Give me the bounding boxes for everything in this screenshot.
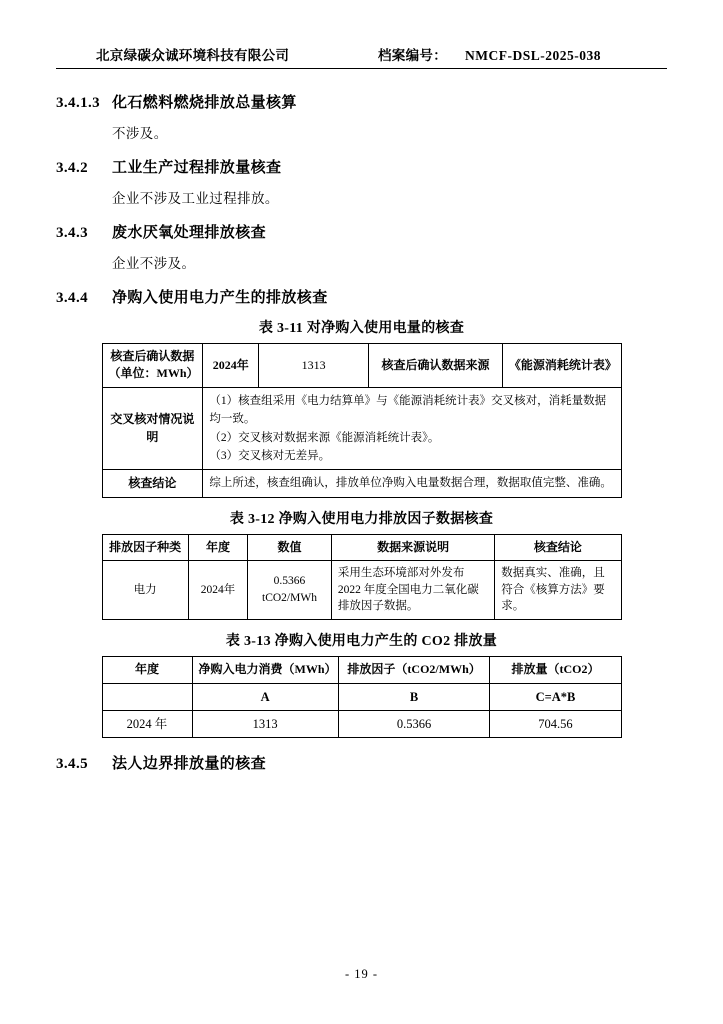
- cell-formula-b: B: [338, 683, 490, 710]
- header-conclusion: 核查结论: [495, 534, 621, 560]
- header-value: 数值: [248, 534, 332, 560]
- heading-number: 3.4.4: [56, 290, 88, 306]
- cell-conclusion-label: 核查结论: [102, 470, 203, 497]
- header-emission-factor: 排放因子（tCO2/MWh）: [338, 657, 490, 683]
- header-year: 年度: [102, 657, 192, 683]
- heading-3-4-3: [56, 221, 667, 242]
- heading-3-4-1-3: [56, 91, 667, 112]
- heading-3-4-2: [56, 156, 667, 177]
- header-emission-factor-type: 排放因子种类: [102, 534, 188, 560]
- cell-source-value: 《能源消耗统计表》: [502, 344, 621, 388]
- heading-text: 废水厌氧处理排放核查: [112, 225, 267, 241]
- header-year: 年度: [188, 534, 247, 560]
- cell-crosscheck-text: [203, 387, 621, 470]
- table-header-row: [102, 657, 621, 683]
- heading-number: 3.4.2: [56, 160, 88, 176]
- table-row: [102, 561, 621, 620]
- heading-text: 净购入使用电力产生的排放核查: [112, 290, 328, 306]
- table-row: [102, 387, 621, 470]
- header-archive-number: NMCF-DSL-2025-038: [465, 48, 601, 63]
- heading-3-4-5: [56, 752, 667, 773]
- cell-confirmed-data-label: 核查后确认数据（单位：MWh）: [102, 344, 203, 388]
- table-3-12-caption: 表 3-12 净购入使用电力排放因子数据核查: [229, 511, 494, 527]
- table-row: [102, 344, 621, 388]
- heading-text: 化石燃料燃烧排放总量核算: [112, 95, 297, 111]
- table-formula-row: [102, 683, 621, 710]
- cell-source-label: 核查后确认数据来源: [369, 344, 503, 388]
- heading-text: 法人边界排放量的核查: [112, 755, 267, 772]
- cell-conclusion: 数据真实、准确，且符合《核算方法》要求。: [495, 561, 621, 620]
- cell-value: 1313: [259, 344, 369, 388]
- cell-value-number: 0.5366: [273, 575, 306, 588]
- heading-number: 3.4.5: [56, 755, 88, 772]
- cell-source: 采用生态环境部对外发布 2022 年度全国电力二氧化碳排放因子数据。: [331, 561, 494, 620]
- cell-year: 2024 年: [102, 710, 192, 737]
- cell-value-unit: tCO2/MWh: [262, 592, 317, 605]
- table-3-12: [102, 534, 622, 620]
- cell-year: 2024年: [188, 561, 247, 620]
- cell-type: 电力: [102, 561, 188, 620]
- cell-value: [248, 561, 332, 620]
- paragraph-3-4-2: 企业不涉及工业过程排放。: [112, 191, 279, 206]
- cell-factor: 0.5366: [338, 710, 490, 737]
- heading-text: 工业生产过程排放量核查: [112, 160, 282, 176]
- cell-crosscheck-label: 交叉核对情况说明: [102, 387, 203, 470]
- cell-consumption: 1313: [192, 710, 338, 737]
- document-header: [56, 44, 667, 69]
- table-3-13: [102, 656, 622, 738]
- cell-formula-blank: [102, 683, 192, 710]
- header-source: 数据来源说明: [331, 534, 494, 560]
- cell-conclusion-text: 综上所述，核查组确认，排放单位净购入电量数据合理，数据取值完整、准确。: [203, 470, 621, 497]
- cell-formula-a: A: [192, 683, 338, 710]
- table-row: [102, 710, 621, 737]
- header-organization: 北京绿碳众诚环境科技有限公司: [96, 48, 290, 63]
- cell-year: 2024年: [203, 344, 259, 388]
- paragraph-3-4-1-3: 不涉及。: [112, 126, 168, 141]
- crosscheck-line-1: （1）核查组采用《电力结算单》与《能源消耗统计表》交叉核对，消耗量数据均一致。: [209, 394, 607, 426]
- heading-number: 3.4.1.3: [56, 95, 101, 111]
- heading-3-4-4: [56, 286, 667, 307]
- header-electricity-consumption: 净购入电力消费（MWh）: [192, 657, 338, 683]
- header-archive-label: 档案编号：: [378, 48, 447, 63]
- cell-emissions: 704.56: [490, 710, 621, 737]
- header-emissions: 排放量（tCO2）: [490, 657, 621, 683]
- crosscheck-line-3: （3）交叉核对无差异。: [209, 449, 331, 462]
- crosscheck-line-2: （2）交叉核对数据来源《能源消耗统计表》。: [209, 431, 440, 444]
- table-3-13-caption: 表 3-13 净购入使用电力产生的 CO2 排放量: [225, 634, 498, 650]
- paragraph-3-4-3: 企业不涉及。: [112, 256, 196, 271]
- table-header-row: [102, 534, 621, 560]
- table-3-11-caption: 表 3-11 对净购入使用电量的核查: [258, 321, 465, 336]
- page-number: - 19 -: [344, 967, 379, 981]
- table-3-11: [102, 343, 622, 498]
- table-row: [102, 470, 621, 497]
- heading-number: 3.4.3: [56, 225, 88, 241]
- cell-formula-c: C=A*B: [490, 683, 621, 710]
